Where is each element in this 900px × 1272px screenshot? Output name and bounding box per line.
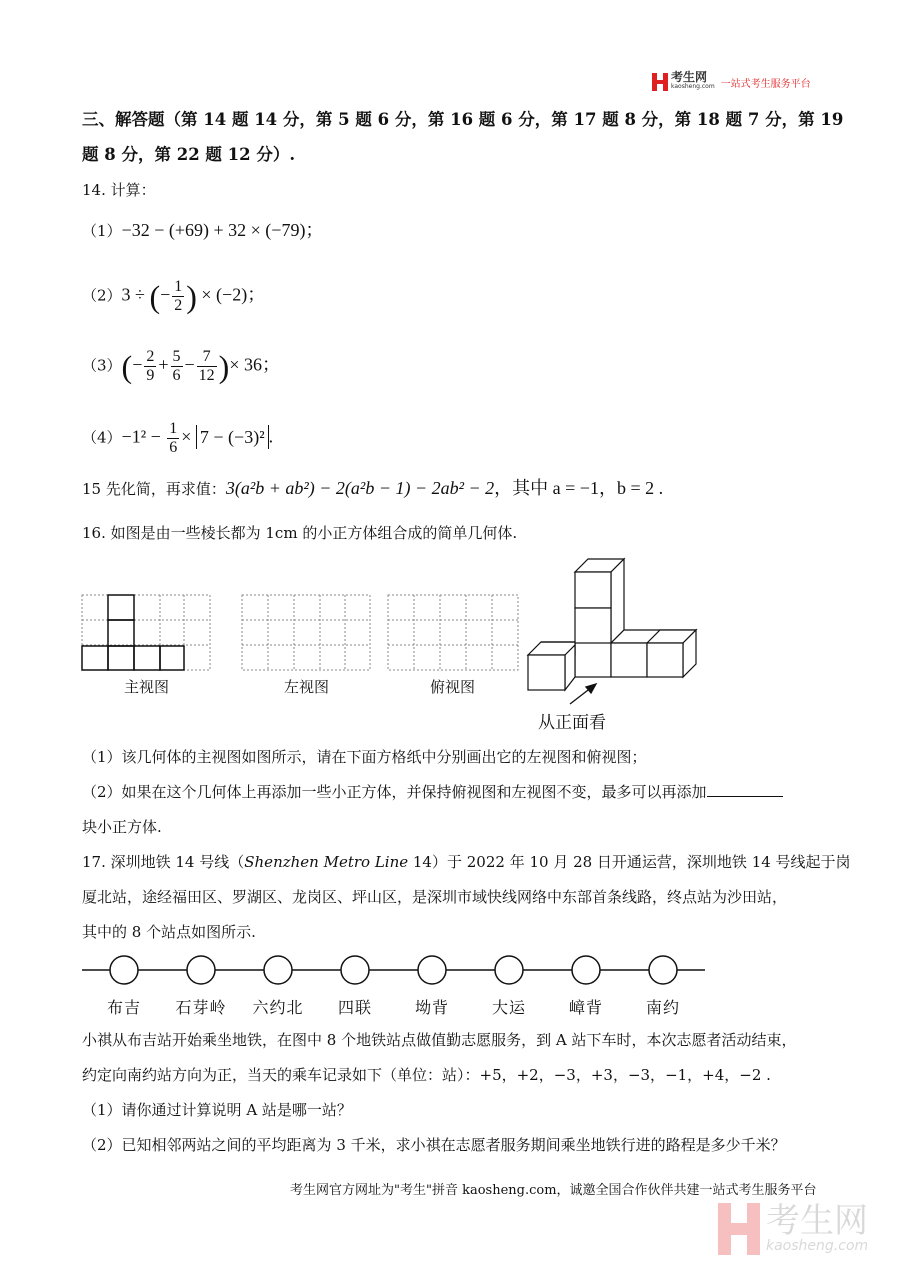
station-circle <box>187 956 215 984</box>
q14-part4: （4）−1² − $\frac{1}{6}$ × 7 − (−3)² . <box>82 420 274 456</box>
logo-text: 考生网 <box>671 70 708 84</box>
station-label: 六约北 <box>252 998 304 1017</box>
q17-line3: 其中的 8 个站点如图所示. <box>82 923 256 941</box>
q14-title: 14. 计算： <box>82 181 156 199</box>
q15: 15 先化简，再求值：3(a²b + ab²) − 2(a²b − 1) − 2ab² − 2，其中 a = −1，b = 2 . <box>82 478 664 498</box>
watermark-sub: kaosheng.com <box>766 1238 869 1254</box>
q14-part2: （2）3 ÷ (− $\frac{1}{2}$ ) × (−2)； <box>82 278 266 315</box>
station-circle <box>341 956 369 984</box>
station-circle <box>572 956 600 984</box>
front-view-shape <box>82 595 184 670</box>
metro-line-diagram <box>0 950 900 990</box>
arrow-icon <box>570 684 596 704</box>
answer-blank[interactable] <box>707 782 783 797</box>
watermark <box>718 1203 868 1255</box>
q16-title: 16. 如图是由一些棱长都为 1cm 的小正方体组合成的简单几何体. <box>82 524 518 542</box>
q14-part3: （3）(− $\frac{2}{9}$ + $\frac{5}{6}$ − $\frac{7}{12}$ )× 36； <box>82 348 280 385</box>
station-label: 四联 <box>337 998 373 1017</box>
header-logo <box>652 72 811 92</box>
station-label: 坳背 <box>414 998 450 1017</box>
header-slogan: 一站式考生服务平台 <box>720 78 811 90</box>
station-circle <box>264 956 292 984</box>
cube-solid <box>528 559 696 690</box>
section-heading-line1: 三、解答题（第 14 题 14 分，第 5 题 6 分，第 16 题 6 分，第 17 题 8 分，第 18 题 7 分，第 19 <box>82 110 844 129</box>
q16-part2-cont: 块小正方体. <box>82 818 162 836</box>
caption-top-view: 俯视图 <box>430 678 476 696</box>
q16-part1: （1）该几何体的主视图如图所示，请在下面方格纸中分别画出它的左视图和俯视图； <box>82 748 647 766</box>
q17-line5: 约定向南约站方向为正，当天的乘车记录如下（单位：站）：+5，+2，−3，+3，−3，−1，+4，−2 . <box>82 1066 771 1084</box>
watermark-text: 考生网 <box>766 1201 868 1241</box>
logo-sub: kaosheng.com <box>671 83 715 90</box>
station-circle <box>495 956 523 984</box>
station-label: 布吉 <box>106 998 142 1017</box>
caption-left-view: 左视图 <box>284 678 330 696</box>
watermark-logo-icon <box>718 1203 760 1255</box>
section-heading-line2: 题 8 分，第 22 题 12 分）. <box>82 145 296 164</box>
q17-part1: （1）请你通过计算说明 A 站是哪一站？ <box>82 1101 352 1119</box>
q17-part2: （2）已知相邻两站之间的平均距离为 3 千米，求小祺在志愿者服务期间乘坐地铁行进的路程是多少千米？ <box>82 1136 786 1154</box>
q14-part1: （1）−32 − (+69) + 32 × (−79)； <box>82 220 324 240</box>
kaosheng-logo-icon <box>652 73 668 91</box>
q17-line1: 17. 深圳地铁 14 号线（Shenzhen Metro Line 14）于 2022 年 10 月 28 日开通运营，深圳地铁 14 号线起于岗 <box>82 853 851 871</box>
station-label: 大运 <box>491 998 527 1017</box>
caption-front-view: 主视图 <box>124 678 170 696</box>
q17-line4: 小祺从布吉站开始乘坐地铁，在图中 8 个地铁站点做值勤志愿服务，到 A 站下车时，本次志愿者活动结束， <box>82 1031 797 1049</box>
grid-front-view <box>82 595 210 670</box>
grid-left-view <box>242 595 370 670</box>
footer-text: 考生网官方网址为"考生"拼音 kaosheng.com，诚邀全国合作伙伴共建一站式考生服务平台 <box>290 1183 817 1198</box>
arrow-label: 从正面看 <box>538 713 606 733</box>
station-label: 嶂背 <box>568 998 604 1017</box>
q16-part2: （2）如果在这个几何体上再添加一些小正方体，并保持俯视图和左视图不变，最多可以再添加 <box>82 782 783 802</box>
station-label: 石芽岭 <box>175 998 227 1017</box>
station-circle <box>418 956 446 984</box>
q17-line2: 厦北站，途经福田区、罗湖区、龙岗区、坪山区，是深圳市域快线网络中东部首条线路，终点站为沙田站， <box>82 888 788 906</box>
station-label: 南约 <box>645 998 681 1017</box>
grid-top-view <box>388 595 518 670</box>
station-circle <box>649 956 677 984</box>
station-circle <box>110 956 138 984</box>
